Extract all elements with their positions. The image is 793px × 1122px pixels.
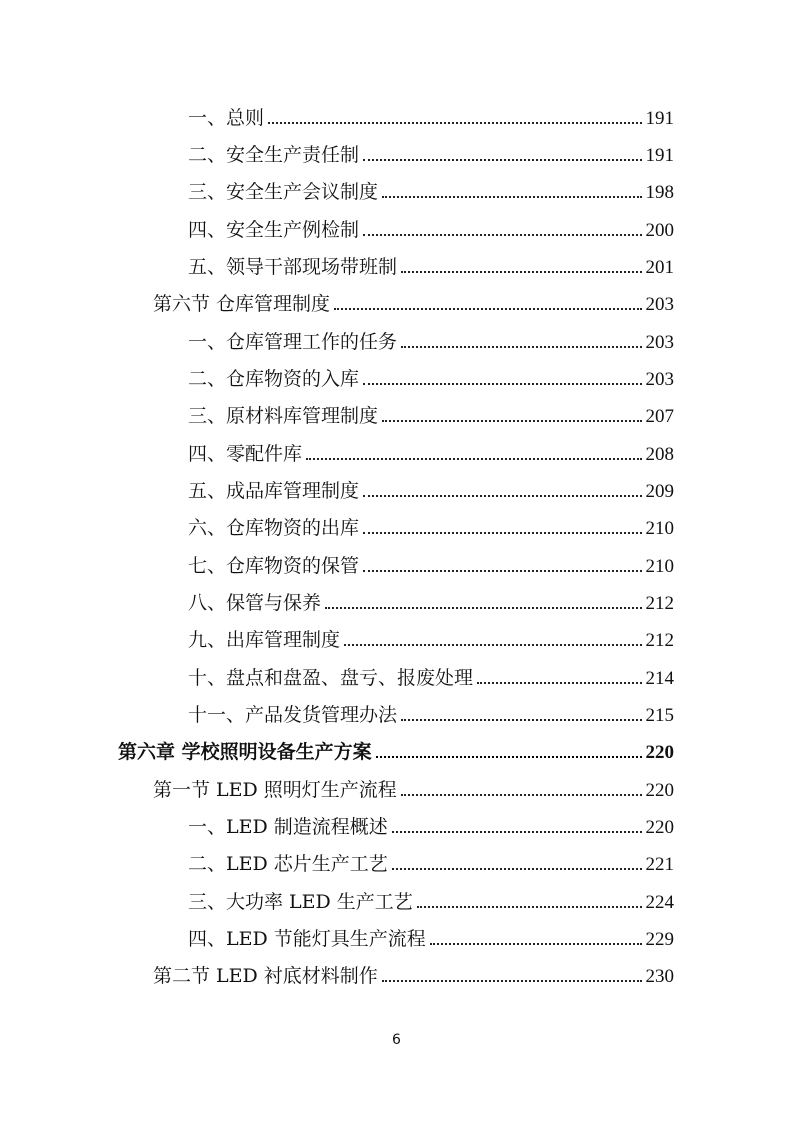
toc-entry-page: 191 [645,108,674,129]
toc-entry[interactable] [188,884,674,921]
toc-entry[interactable] [188,622,674,659]
toc-entry[interactable] [188,585,674,622]
toc-entry[interactable] [188,436,674,473]
toc-entry[interactable] [188,137,674,174]
toc-entry[interactable] [188,660,674,697]
dot-leader [477,660,641,697]
dot-leader [363,361,641,398]
toc-entry[interactable] [188,510,674,547]
toc-entry-page: 203 [645,369,674,390]
toc-entry-page: 221 [645,854,674,875]
toc-entry-title: 三、原材料库管理制度 [188,405,379,427]
toc-entry[interactable] [188,846,674,883]
dot-leader [401,697,641,734]
toc-entry[interactable] [188,398,674,435]
toc-entry[interactable] [188,921,674,958]
toc-entry-page: 229 [645,929,674,950]
dot-leader [306,436,641,473]
toc-entry-page: 210 [645,556,674,577]
toc-entry-title: 一、总则 [188,107,265,129]
dot-leader [430,921,642,958]
dot-leader [417,884,642,921]
dot-leader [363,548,641,585]
toc-entry-page: 208 [645,444,674,465]
toc-entry-title: 一、仓库管理工作的任务 [188,331,398,353]
toc-entry[interactable] [188,361,674,398]
toc-entry-title: 二、仓库物资的入库 [188,368,360,390]
toc-section-title: 第二节 LED 衬底材料制作 [153,965,378,987]
toc-chapter-title: 第六章 学校照明设备生产方案 [118,741,372,763]
dot-leader [363,137,641,174]
toc-section[interactable] [153,772,674,809]
toc-section-title: 第一节 LED 照明灯生产流程 [153,779,397,801]
toc-entry-title: 十、盘点和盘盈、盘亏、报废处理 [188,667,474,689]
toc-entry-page: 214 [645,668,674,689]
toc-entry[interactable] [188,100,674,137]
toc-section[interactable] [153,958,674,995]
toc-entry-page: 191 [645,145,674,166]
toc-entry-title: 八、保管与保养 [188,592,322,614]
toc-section[interactable] [153,286,674,323]
toc-entry[interactable] [188,809,674,846]
toc-entry-title: 四、零配件库 [188,443,303,465]
toc-entry-title: 四、LED 节能灯具生产流程 [188,928,426,950]
toc-entry-page: 209 [645,481,674,502]
dot-leader [401,249,641,286]
dot-leader [382,398,641,435]
toc-entry-page: 198 [645,182,674,203]
dot-leader [363,510,641,547]
toc-entry-title: 二、LED 芯片生产工艺 [188,853,388,875]
toc-entry-title: 九、出库管理制度 [188,629,341,651]
toc-entry-title: 一、LED 制造流程概述 [188,816,388,838]
toc-entry-title: 五、成品库管理制度 [188,480,360,502]
toc-entry-title: 六、仓库物资的出库 [188,517,360,539]
toc-chapter-page: 220 [645,742,674,763]
toc-section-page: 220 [645,780,674,801]
dot-leader [363,473,641,510]
toc-entry-page: 201 [645,257,674,278]
toc-entry[interactable] [188,473,674,510]
toc-entry[interactable] [188,324,674,361]
toc-entry-page: 212 [645,593,674,614]
toc-entry[interactable] [188,174,674,211]
toc-chapter[interactable] [118,734,674,771]
toc-entry-title: 十一、产品发货管理办法 [188,704,398,726]
toc-entry-page: 224 [645,892,674,913]
toc-entry-title: 二、安全生产责任制 [188,144,360,166]
dot-leader [363,212,641,249]
dot-leader [382,174,641,211]
toc-section-title: 第六节 仓库管理制度 [153,293,331,315]
dot-leader [334,286,641,323]
dot-leader [392,846,642,883]
dot-leader [268,100,641,137]
dot-leader [401,772,642,809]
dot-leader [382,958,642,995]
toc-entry-page: 203 [645,332,674,353]
toc-entry[interactable] [188,697,674,734]
toc-entry-page: 220 [645,817,674,838]
toc-entry[interactable] [188,212,674,249]
dot-leader [325,585,641,622]
toc-entry-title: 七、仓库物资的保管 [188,555,360,577]
toc-entry[interactable] [188,548,674,585]
dot-leader [344,622,641,659]
page-number: 6 [392,1032,401,1048]
toc-entry[interactable] [188,249,674,286]
toc-entry-page: 207 [645,406,674,427]
toc-entry-page: 200 [645,220,674,241]
dot-leader [392,809,642,846]
toc-section-page: 230 [645,966,674,987]
toc-entry-page: 210 [645,518,674,539]
toc-section-page: 203 [645,294,674,315]
toc-entry-page: 212 [645,630,674,651]
toc-entry-title: 三、安全生产会议制度 [188,181,379,203]
toc-entry-title: 五、领导干部现场带班制 [188,256,398,278]
dot-leader [376,734,642,771]
toc-entry-page: 215 [645,705,674,726]
toc-entry-title: 三、大功率 LED 生产工艺 [188,891,413,913]
toc-entry-title: 四、安全生产例检制 [188,219,360,241]
dot-leader [401,324,641,361]
